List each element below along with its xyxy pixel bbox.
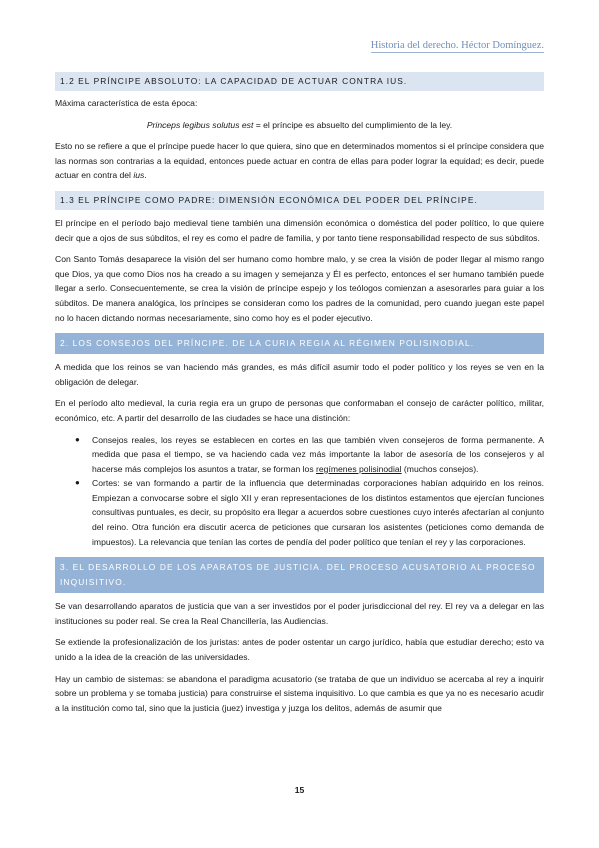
section-heading-1-3: 1.3 EL PRÍNCIPE COMO PADRE: DIMENSIÓN ECONÓMICA DEL PODER DEL PRÍNCIPE. [55,191,544,210]
section-heading-2: 2. LOS CONSEJOS DEL PRÍNCIPE. DE LA CURIA REGIA AL RÉGIMEN POLISINODIAL. [55,333,544,354]
list-item [55,433,544,477]
italic-run: ius [133,170,145,181]
quote-rest: = el príncipe es absuelto del cumplimiento de la ley. [253,119,453,130]
paragraph: Se extiende la profesionalización de los juristas: antes de poder ostentar un cargo jurídico, había que estudiar derecho; esto va unido a la idea de la creación de las universidades. [55,637,544,663]
paragraph: Con Santo Tomás desaparece la visión del ser humano como hombre malo, y se crea la visión de poder llegar al mismo rango que Dios, ya que como Dios nos ha creado a su imagen y semejanza y Él es perfecto, entonces el ser humano también puede llegar a serlo. Consecuentemente, se crea la visión de príncipe espejo y los teólogos comienzan a asesorarles para guiar a los súbditos. De manera analógica, los príncipes se consideran como los padres de la comunidad, pero cuando juegan este papel no lo hacen dictando normas necesariamente, sino como hoy es el poder ejecutivo. [55,254,544,323]
text-run: Esto no se refiere a que el príncipe puede hacer lo que quiera, sino que en determinados momentos si el príncipe considera que las normas son contrarias a la equidad, entonces puede actuar en contra de ellas para poder lograr la equidad; es decir, puede actuar en contra del [55,141,544,181]
text-run: . [144,170,147,181]
list-item [55,476,544,549]
underlined-term: regímenes polisinodial [316,463,402,474]
quote-italic: Princeps legibus solutus est [146,119,254,130]
bullet-icon: ● [75,434,80,444]
bullet-icon: ● [75,478,80,488]
paragraph: A medida que los reinos se van haciendo más grandes, es más difícil asumir todo el poder político y los reyes se ven en la obligación de delegar. [55,362,544,387]
page-content [55,72,544,715]
paragraph: El príncipe en el período bajo medieval tiene también una dimensión económica o doméstica del poder político, lo que quiere decir que a ojos de sus súbditos, el rey es como el padre de familia, y por tanto tiene responsabilidad respecto de sus súbditos. [55,217,544,243]
paragraph: En el período alto medieval, la curia regia era un grupo de personas que conformaban el consejo de carácter político, militar, económico, etc. A partir del desarrollo de las ciudades se hace una distinción: [55,398,544,423]
running-header: Historia del derecho. Héctor Domínguez. [370,40,544,51]
paragraph [55,139,544,183]
text-run: Cortes: se van formando a partir de la influencia que determinadas corporaciones habían adquirido en los reinos. Empiezan a convocarse sobre el siglo XII y eran representaciones de los distintos estamentos que ejercían funciones consultivas puntuales, es decir, su propósito era llegar a acuerdos sobre cuestiones cuyo interés afectarían al conjunto del reino. Otra función era discutir acerca de peticiones que cursaran los asistentes (peticiones como demanda de impuestos). La relevancia que tenían las cortes de pendía del poder político que tenían el rey y las corporaciones. [92,478,544,547]
paragraph: Hay un cambio de sistemas: se abandona el paradigma acusatorio (se trataba de que un individuo se acercaba al rey a inquirir sobre un problema y se tomaba justicia) para construirse el sistema inquisitivo. Lo que cambia es que ya no es necesario acudir a la institución como tal, sino que la justicia (juez) investiga y juzga los delitos, además de asumir que [55,673,544,713]
section-heading-3: 3. EL DESARROLLO DE LOS APARATOS DE JUSTICIA. DEL PROCESO ACUSATORIO AL PROCESO INQUISITIVO. [55,557,544,593]
text-run: (muchos consejos). [401,463,479,474]
page-number: 15 [294,785,305,795]
paragraph: Máxima característica de esta época: [55,98,198,108]
text-run: Consejos reales, los reyes se establecen en cortes en las que también viven consejeros de forma permanente. A medida que pasa el tiempo, se va haciendo cada vez más importante la labor de asesoría de los consejeros y al hacerse más complejos los asuntos a tratar, se forman los [92,434,544,474]
quote-line [55,118,544,133]
paragraph: Se van desarrollando aparatos de justicia que van a ser investidos por el poder jurisdiccional del rey. El rey va a delegar en las instituciones su poder real. Se crea la Real Chancillería, las Audiencias. [55,601,544,626]
bullet-list [55,433,544,550]
section-heading-1-2: 1.2 EL PRÍNCIPE ABSOLUTO: LA CAPACIDAD DE ACTUAR CONTRA IUS. [55,72,544,91]
